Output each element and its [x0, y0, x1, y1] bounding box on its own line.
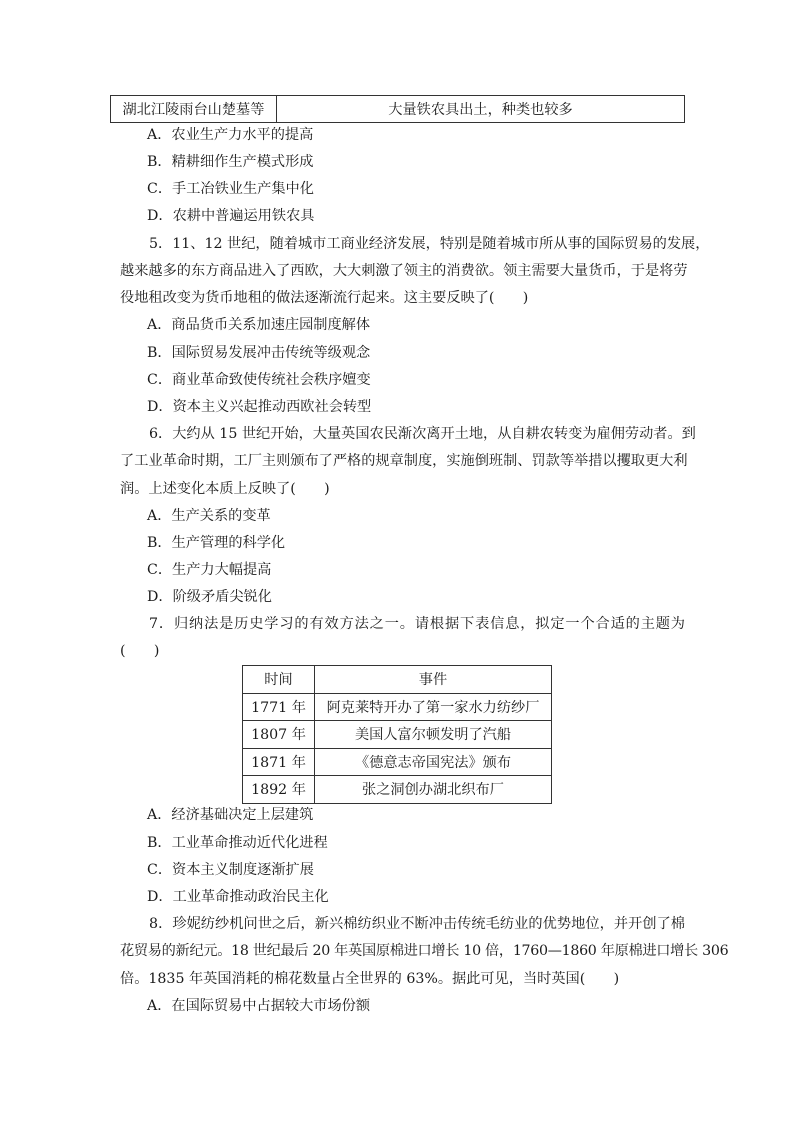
table-cell: 湖北江陵雨台山楚墓等: [111, 96, 277, 123]
q8-stem-line-3: 倍。1835 年英国消耗的棉花数量占全世界的 63%。据此可见，当时英国( ): [120, 971, 620, 987]
q8-stem-line-2: 花贸易的新纪元。18 世纪最后 20 年英国原棉进口增长 10 倍，1760—1860 年原棉进口增长 306: [120, 943, 729, 959]
table-row: [243, 748, 552, 776]
q6-stem-line-3: 润。上述变化本质上反映了( ): [120, 481, 330, 497]
q7-option-b: B．工业革命推动近代化进程: [147, 835, 328, 851]
q5-stem-line-3: 役地租改变为货币地租的做法逐渐流行起来。这主要反映了( ): [120, 290, 529, 306]
q5-option-b: B．国际贸易发展冲击传统等级观念: [147, 345, 371, 361]
table-header: 事件: [315, 666, 552, 694]
q8-option-a: A．在国际贸易中占据较大市场份额: [147, 998, 371, 1014]
table-cell: 1892 年: [243, 776, 315, 804]
q5-option-d: D．资本主义兴起推动西欧社会转型: [147, 399, 372, 415]
table-cell: 张之洞创办湖北织布厂: [315, 776, 552, 804]
table-row: [243, 776, 552, 804]
q8-stem-line-1: 8．珍妮纺纱机问世之后，新兴棉纺织业不断冲击传统毛纺业的优势地位，并开创了棉: [149, 916, 685, 932]
top-table-fragment: [110, 95, 685, 123]
q5-stem-line-1: 5．11、12 世纪，随着城市工商业经济发展，特别是随着城市所从事的国际贸易的发展，: [149, 236, 710, 252]
table-row: [111, 96, 685, 123]
q4-option-a: A．农业生产力水平的提高: [147, 127, 314, 143]
q7-option-d: D．工业革命推动政治民主化: [147, 889, 329, 905]
events-table: [242, 665, 552, 804]
table-row: [243, 721, 552, 749]
q6-option-d: D．阶级矛盾尖锐化: [147, 589, 272, 605]
q4-option-c: C．手工冶铁业生产集中化: [147, 181, 314, 197]
table-cell: 大量铁农具出土，种类也较多: [277, 96, 685, 123]
q7-stem-line-1: 7．归纳法是历史学习的有效方法之一。请根据下表信息，拟定一个合适的主题为: [149, 616, 685, 632]
q6-stem-line-1: 6．大约从 15 世纪开始，大量英国农民渐次离开土地，从自耕农转变为雇佣劳动者。到: [149, 426, 696, 442]
q6-stem-line-2: 了工业革命时期，工厂主则颁布了严格的规章制度，实施倒班制、罚款等举措以攫取更大利: [120, 453, 688, 469]
q6-option-a: A．生产关系的变革: [147, 508, 271, 524]
table-cell: 1807 年: [243, 721, 315, 749]
q5-option-a: A．商品货币关系加速庄园制度解体: [147, 317, 371, 333]
q5-option-c: C．商业革命致使传统社会秩序嬗变: [147, 372, 371, 388]
table-cell: 阿克莱特开办了第一家水力纺纱厂: [315, 693, 552, 721]
table-row: [243, 693, 552, 721]
table-header: 时间: [243, 666, 315, 694]
table-cell: 《德意志帝国宪法》颁布: [315, 748, 552, 776]
table-cell: 1871 年: [243, 748, 315, 776]
q5-stem-line-2: 越来越多的东方商品进入了西欧，大大刺激了领主的消费欲。领主需要大量货币，于是将劳: [120, 263, 688, 279]
table-header-row: [243, 666, 552, 694]
q7-option-c: C．资本主义制度逐渐扩展: [147, 862, 314, 878]
q6-option-b: B．生产管理的科学化: [147, 535, 286, 551]
q7-stem-line-2: ( ): [120, 643, 160, 659]
q4-option-b: B．精耕细作生产模式形成: [147, 154, 314, 170]
q7-option-a: A．经济基础决定上层建筑: [147, 807, 314, 823]
table-cell: 1771 年: [243, 693, 315, 721]
q6-option-c: C．生产力大幅提高: [147, 562, 272, 578]
q4-option-d: D．农耕中普遍运用铁农具: [147, 208, 315, 224]
table-cell: 美国人富尔顿发明了汽船: [315, 721, 552, 749]
